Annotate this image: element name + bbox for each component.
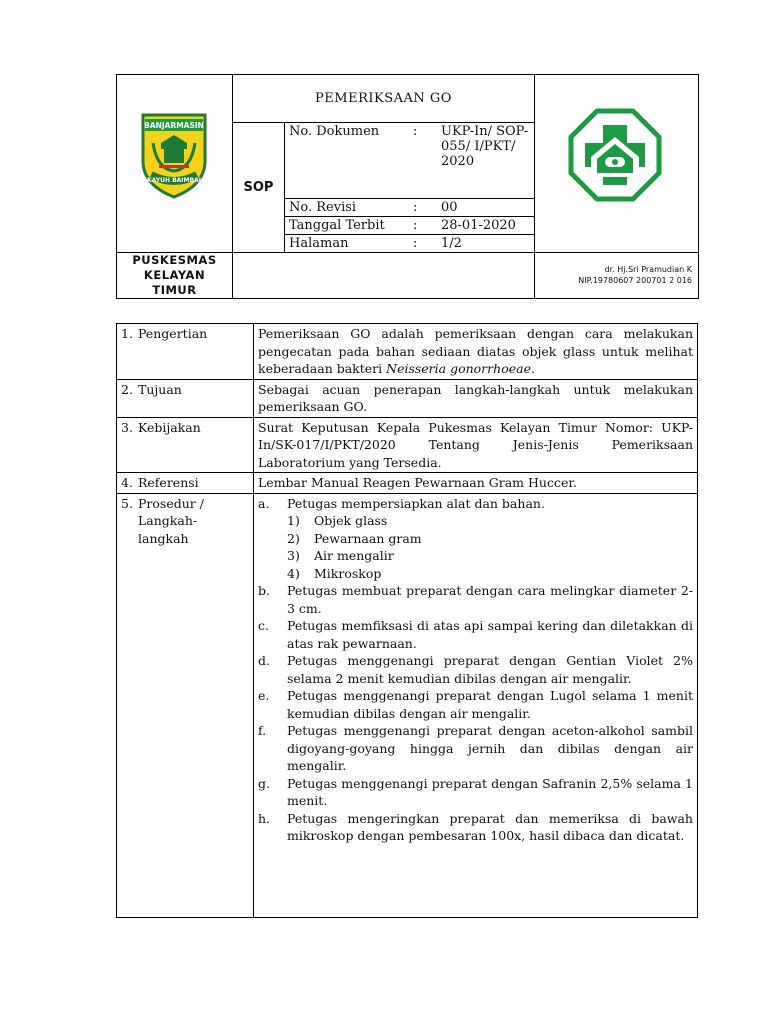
meta-label: Halaman [289,235,349,251]
meta-sep: : [409,198,437,216]
puskesmas-logo-cell [535,75,699,253]
puskesmas-logo-icon [567,107,663,203]
meta-label: No. Revisi [285,198,409,216]
meta-value: 1/2 [441,235,462,251]
meta-value: 00 [437,198,534,216]
meta-value: 28-01-2020 [437,216,534,234]
section-title: Tujuan [138,381,182,397]
procedure-step [258,495,693,513]
step-letter: c. [258,618,269,633]
sub-text: Air mengalir [314,548,394,563]
step-text: Petugas memfiksasi di atas api sampai kering dan diletakkan di atas rak pewarnaan. [287,618,693,651]
section-title: Referensi [138,475,199,490]
sub-text: Pewarnaan gram [314,530,422,546]
step-letter: f. [258,723,267,738]
procedure-step [258,810,693,845]
section-number: 4. [121,475,133,490]
definition-text: Pemeriksaan GO adalah pemeriksaan dengan cara melakukan pengecatan pada bahan sediaan diatas objek glass untuk melihat keberadaan bakteri [258,326,693,376]
meta-sep: : [409,123,437,198]
definition-end: . [530,361,535,376]
step-text: Petugas menggenangi preparat dengan Safranin 2,5% selama 1 menit. [287,775,693,808]
city-logo-cell [117,75,233,253]
section-content [254,324,698,380]
section-label [117,379,254,417]
section-row [117,324,698,380]
procedure-step [258,687,693,722]
sub-number: 1) [287,513,300,528]
document-title: PEMERIKSAAN GO [233,75,535,123]
sop-header-table [116,74,699,299]
meta-label: Tanggal Terbit [285,216,409,234]
section-label [117,417,254,473]
section-row [117,379,698,417]
step-text: Petugas membuat preparat dengan cara melingkar diameter 2-3 cm. [287,583,693,616]
sub-number: 4) [287,565,300,581]
step-letter: e. [258,688,270,703]
meta-table [285,123,534,252]
section-label [117,493,254,917]
sub-text: Objek glass [314,513,388,528]
step-text: Petugas menggenangi preparat dengan Gentian Violet 2% selama 2 menit kemudian dibilas dengan air mengalir. [287,653,693,686]
section-content: Sebagai acuan penerapan langkah-langkah untuk melakukan pemeriksaan GO. [254,379,698,417]
document-meta [285,123,535,253]
signer-name: dr. Hj.Sri Pramudian K [604,265,692,274]
step-letter: g. [258,775,270,791]
puskesmas-line: PUSKESMAS [132,252,217,267]
section-number: 3. [121,419,133,435]
section-label [117,473,254,494]
sub-item [258,547,693,565]
sub-number: 2) [287,530,300,546]
svg-text:BANJARMASIN: BANJARMASIN [144,121,204,130]
sop-label: SOP [233,123,285,253]
empty-cell [233,252,535,298]
step-letter: b. [258,583,270,598]
procedure-step [258,775,693,810]
section-title: Pengertian [138,326,208,341]
procedure-step [258,617,693,652]
section-content: Lembar Manual Reagen Pewarnaan Gram Huccer. [254,473,698,494]
section-title: Kebijakan [138,419,201,435]
step-text: Petugas menggenangi preparat dengan aceton-alkohol sambil digoyang-goyang hingga jernih dan dibilas dengan air mengalir. [287,723,693,773]
section-label [117,324,254,380]
svg-text:KAYUH BAIMBAI: KAYUH BAIMBAI [147,177,201,184]
step-letter: d. [258,653,270,668]
sub-item [258,565,693,583]
sop-content-table [116,323,698,918]
sub-item [258,530,693,548]
puskesmas-line: KELAYAN [143,267,206,282]
step-text: Petugas menggenangi preparat dengan Lugol selama 1 menit kemudian dibilas dengan air mengalir. [287,688,693,721]
step-letter: a. [258,495,270,511]
step-letter: h. [258,810,271,826]
banjarmasin-logo-icon [139,109,209,199]
sub-text: Mikroskop [314,565,382,581]
procedure-step [258,582,693,617]
section-title: Prosedur / Langkah-langkah [138,495,204,546]
section-row [117,493,698,917]
section-number: 2. [121,381,133,397]
signer-nip: NIP.19780607 200701 2 016 [578,276,692,285]
step-text: Petugas mempersiapkan alat dan bahan. [287,495,545,511]
procedure-content [254,493,698,917]
bacteria-name: Neisseria gonorrhoeae [386,361,531,376]
procedure-step [258,652,693,687]
step-text: Petugas mengeringkan preparat dan memeriksa di bawah mikroskop dengan pembesaran 100x, hasil dibaca dan dicatat. [287,810,693,843]
puskesmas-line: TIMUR [152,282,197,297]
sub-number: 3) [287,548,300,563]
signature-block [535,252,699,298]
puskesmas-name [117,252,233,298]
procedure-step [258,722,693,775]
section-row [117,473,698,494]
section-content: Surat Keputusan Kepala Pukesmas Kelayan Timur Nomor: UKP-In/SK-017/I/PKT/2020 Tentang Jenis-Jenis Pemeriksaan Laboratorium yang Tersedia. [254,417,698,473]
section-number: 1. [121,326,133,341]
meta-sep: : [413,235,418,251]
sub-item [258,512,693,530]
section-number: 5. [121,495,133,511]
section-row [117,417,698,473]
meta-sep: : [409,216,437,234]
meta-label: No. Dokumen [285,123,409,198]
meta-value: UKP-In/ SOP-055/ I/PKT/ 2020 [437,123,534,198]
